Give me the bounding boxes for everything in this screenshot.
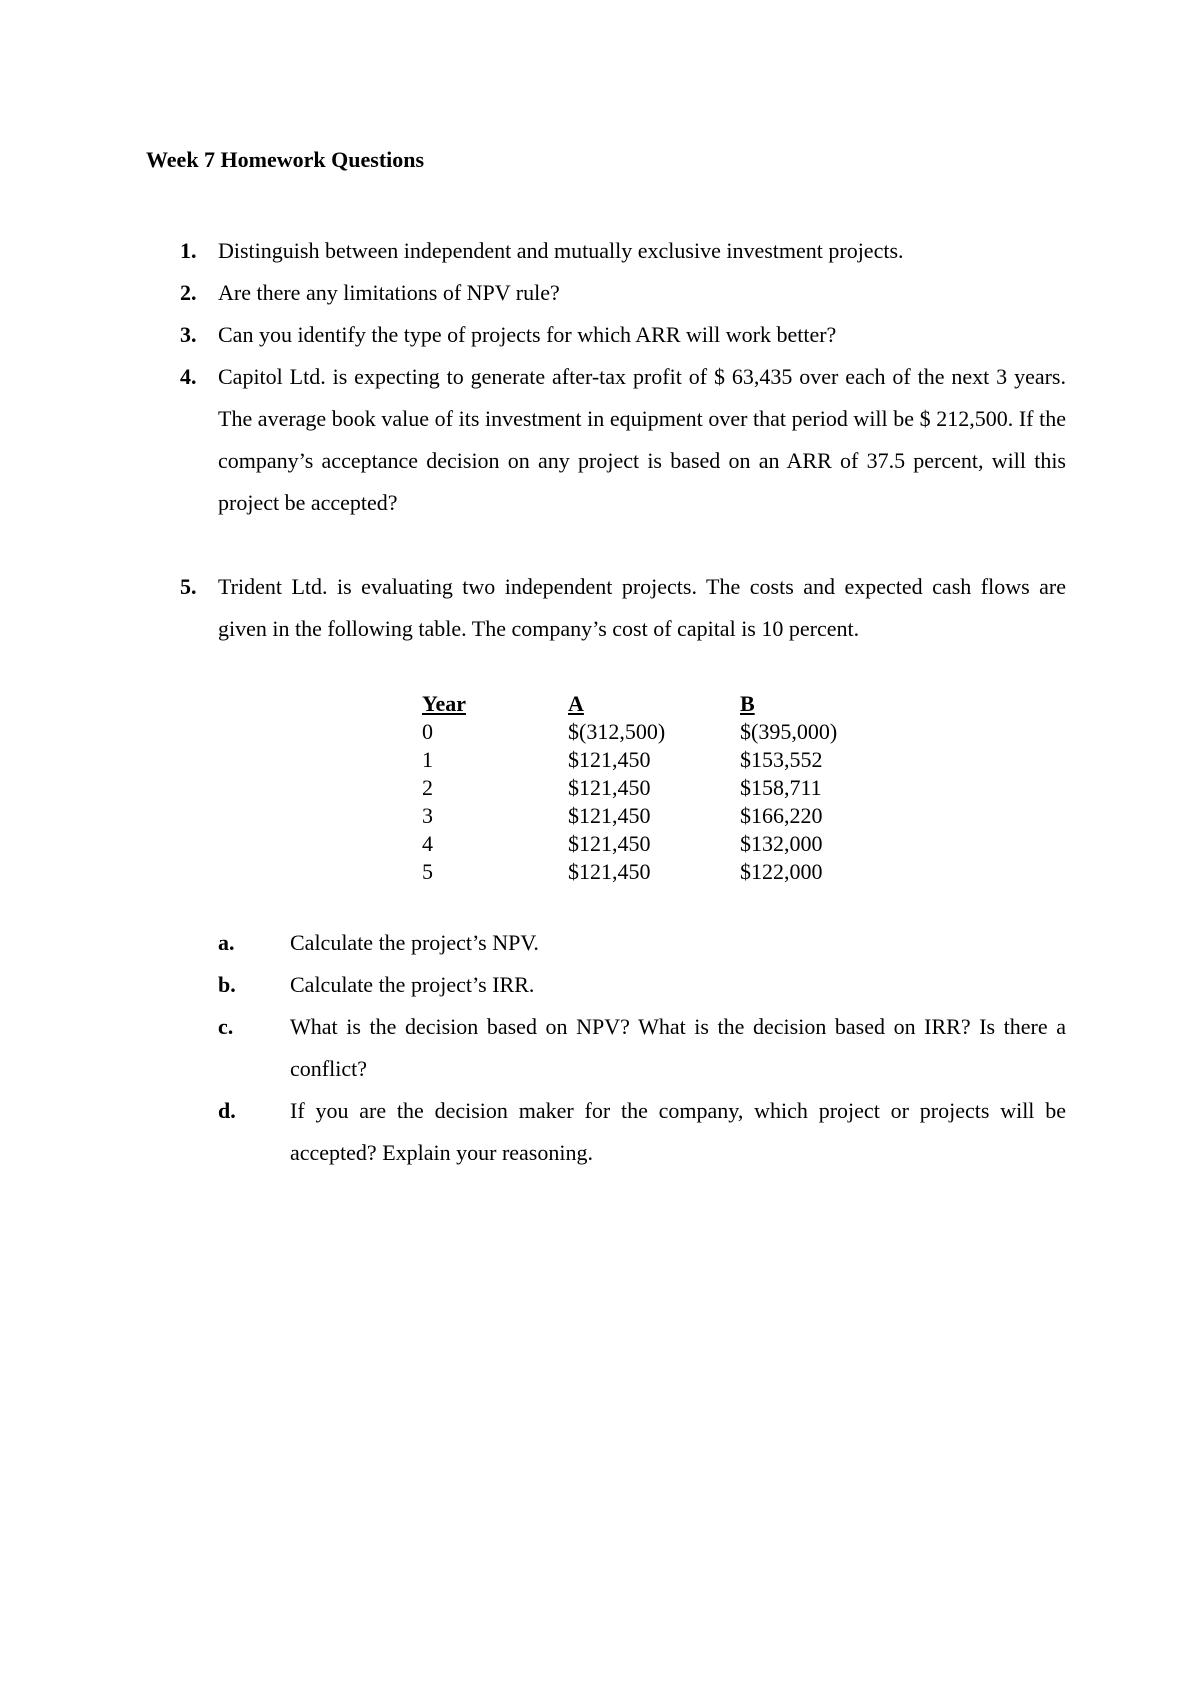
year-cell: 1 <box>422 747 433 772</box>
project-a-cell: $121,450 <box>568 803 651 828</box>
table-header-row <box>422 690 880 718</box>
question-4 <box>180 356 1066 524</box>
page-title: Week 7 Homework Questions <box>146 147 425 172</box>
project-a-cell: $121,450 <box>568 859 651 884</box>
year-cell: 5 <box>422 859 433 884</box>
project-b-cell: $122,000 <box>740 859 823 884</box>
subquestion-text: If you are the decision maker for the company, which project or projects will be accepted? Explain your reasoning. <box>290 1098 1066 1165</box>
subquestion-text: Calculate the project’s NPV. <box>290 930 539 955</box>
year-cell: 3 <box>422 803 433 828</box>
question-2 <box>180 272 1066 314</box>
project-a-cell: $121,450 <box>568 775 651 800</box>
year-cell: 4 <box>422 831 433 856</box>
question-text: Trident Ltd. is evaluating two independent projects. The costs and expected cash flows are given in the following table. The company’s cost of capital is 10 percent. <box>218 574 1066 641</box>
question-number: 2. <box>180 280 197 305</box>
question-text: Distinguish between independent and mutually exclusive investment projects. <box>218 238 904 263</box>
project-b-cell: $153,552 <box>740 747 823 772</box>
project-a-cell: $121,450 <box>568 747 651 772</box>
question-number: 4. <box>180 364 197 389</box>
subquestion-a <box>218 922 1066 964</box>
question-text: Are there any limitations of NPV rule? <box>218 280 560 305</box>
subquestion-text: Calculate the project’s IRR. <box>290 972 535 997</box>
subquestion-label: a. <box>218 930 235 955</box>
project-b-cell: $(395,000) <box>740 719 838 744</box>
subquestion-label: d. <box>218 1098 236 1123</box>
table-row <box>422 718 880 746</box>
subquestion-c <box>218 1006 1066 1090</box>
project-a-cell: $(312,500) <box>568 719 666 744</box>
project-b-cell: $132,000 <box>740 831 823 856</box>
question-number: 1. <box>180 238 197 263</box>
year-cell: 2 <box>422 775 433 800</box>
table-row <box>422 802 880 830</box>
year-cell: 0 <box>422 719 433 744</box>
subquestion-b <box>218 964 1066 1006</box>
column-header-b: B <box>740 691 755 716</box>
subquestion-label: b. <box>218 972 236 997</box>
question-number: 5. <box>180 574 197 599</box>
table-row <box>422 830 880 858</box>
table-row <box>422 746 880 774</box>
question-5 <box>180 566 1066 650</box>
subquestion-label: c. <box>218 1014 234 1039</box>
subquestion-text: What is the decision based on NPV? What is the decision based on IRR? Is there a conflict? <box>290 1014 1066 1081</box>
question-number: 3. <box>180 322 197 347</box>
table-row <box>422 774 880 802</box>
cash-flow-table <box>422 690 880 886</box>
table-row <box>422 858 880 886</box>
project-a-cell: $121,450 <box>568 831 651 856</box>
project-b-cell: $166,220 <box>740 803 823 828</box>
question-1 <box>180 230 1066 272</box>
question-3 <box>180 314 1066 356</box>
question-text: Can you identify the type of projects for which ARR will work better? <box>218 322 837 347</box>
project-b-cell: $158,711 <box>740 775 822 800</box>
subquestion-d <box>218 1090 1066 1174</box>
column-header-a: A <box>568 691 584 716</box>
question-text: Capitol Ltd. is expecting to generate after-tax profit of $ 63,435 over each of the next 3 years. The average book value of its investment in equipment over that period will be $ 212,500. If the company’s acceptance decision on any project is based on an ARR of 37.5 percent, will this project be accepted? <box>218 364 1066 515</box>
column-header-year: Year <box>422 691 466 716</box>
